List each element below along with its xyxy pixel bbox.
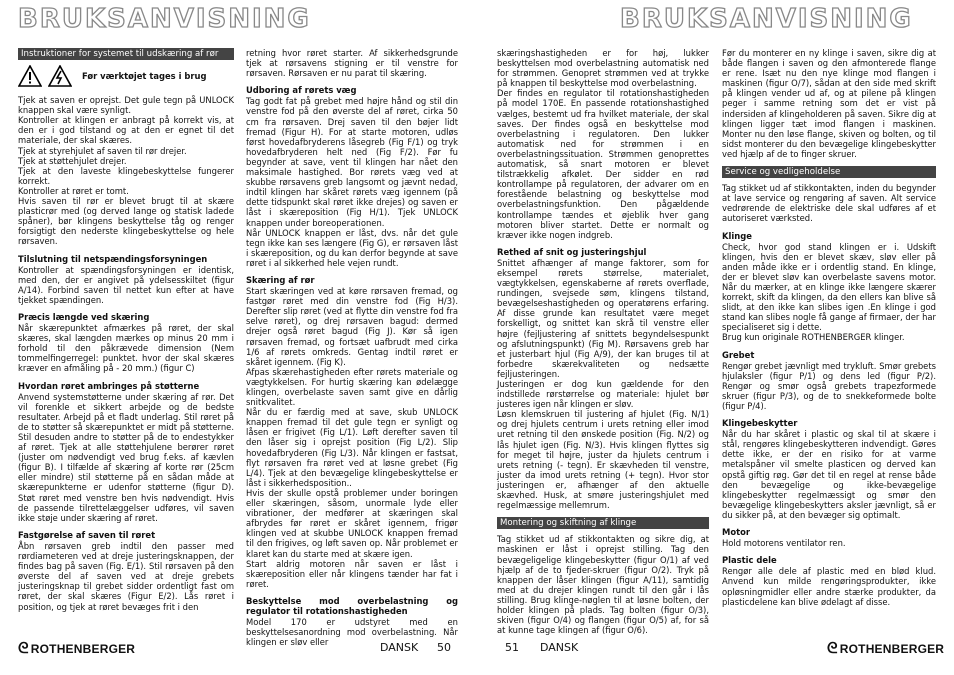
section-band-instructions: Instruktioner for systemet til udskæring af rør [18, 48, 234, 60]
heading: Fastgørelse af saven til røret [18, 529, 156, 540]
heading: Plastic dele [722, 555, 777, 566]
paragraph: Start skæringen ved at køre rørsaven fremad, og fastgør røret med din venstre fod (Fig H/3). Derefter slip røret (ved at flytte din venstre fod fra selve røret), og drej rørsaven bagud: dermed drejer også røret bagud (Fig J). Kør så igen rørsaven fremad, og fortsæt uafbrudt med cirka 1/6 af rørets omkreds. Gentag indtil røret er skåret igennem. (Fig K). Afpas skærehastigheden efter rørets materiale og vægtykkelsen. For hurtig skæring kan ødelægge klingen, overbelaste saven samt give en dårlig snitkvalitet. Når du er færdig med at save, skub UNLOCK knappen fremad til det gule tegn er synligt og låsen er frigivet (Fig L/1). Løft derefter saven til den låser sig i oprejst position (Fig L/2). Slip hovedafbryderen (Fig L/3). Når klingen er fastsat, flyt rørsaven fra røret ved at løsne grebet (Fig L/4). Tjek at den bevægelige klingebeskyttelse er låst i sikkerhedsposition.. Hvis der skulle opstå problemer under boringen eller skæringen, såsom, unormale lyde eller vibrationer, der medfører at skæringen skal afbrydes før røret er skåret igennem, frigør klingen ved at skubbe UNLOCK knappen fremad til den frigives, og løft saven op. Når problemet er klaret kan du starte med at skære igen. Start aldrig motoren når saven er låst i skæreposition eller når klingens tænder har fat i røret. [246, 286, 458, 589]
heading: Præcis længde ved skæring [18, 311, 150, 322]
paragraph: retning hvor røret starter. Af sikkerhedsgrunde tjek at rørsavens stigning er til venstre for rørsaven. Rørsaven er nu parat til skæring. [246, 48, 458, 79]
paragraph: Model 170 er udstyret med en beskyttelsesanordning mod overbelastning. Når klingen er sløv eller [246, 617, 458, 648]
heading: Skæring af rør [246, 274, 315, 285]
paragraph: Når skærepunktet afmærkes på røret, der skal skæres, skal længden mærkes op minus 20 mm i forhold til den påkrævede dimension (Nem tommelfingerregel: punktet. hvor der skal skæres kræver en afmåling på - 20 mm.) (figur C) [18, 323, 234, 374]
paragraph: Snittet afhænger af mange faktorer, som for eksempel rørets størrelse, materialet, vægtykkelsen, egenskaberne af rørets overflade, rundingen, svejsede søm, klingens tilstand, bevægelseshastigheden og operatørens erfaring. Af disse grunde kan resultatet være meget forskelligt, og snittet kan skrå til venstre eller højre (fejljustering af snittets begyndelsespunkt og afslutningspunkt) (Fig M). Rørsavens greb har et justerbart hjul (Fig A/9), der kan bruges til at forbedre skærekvaliteten og nedsætte fejljusteringen. Justeringen er dog kun gældende for den indstillede rørstørrelse og materiale: hjulet bør justeres igen når klingen er sløv. Løsn klemskruen til justering af hjulet (Fig. N/1) og drej hjulets centrum i urets retning eller imod uret retning til den ønskede position (Fig. N/2) og lås hjulet igen (Fig. N/3). Hvis klingen flyttes sig for meget til højre, juster da hjulets centrum i urets retning (- tegn). Er skævheden til venstre, juster da imod urets retning (+ tegn). Hvor stor justeringen er, afhænger af den aktuelle skævhed. Husk, at smøre justeringshjulet med regelmæssige mellemrum. [497, 257, 709, 511]
paragraph: Når du har skåret i plastic og skal til at skære i stål, rengøres klingebeskytteren indvendigt. Gøres dette ikke, er der en risiko for at varme metalspåner vil smelte plasticen og derved kan opstå giftig røg. Gør det til en regel at rense både den bevægelige og ikke-bevægelige klingebeskytter regelmæssigt og smør den bevægelige klingebeskytters aksler jævnligt, så er du sikker på, at den bevæger sig optimalt. [722, 429, 936, 520]
warning-row [18, 65, 234, 87]
footer-lang-right: DANSK [540, 641, 579, 654]
heading: Beskyttelse mod overbelastning og regulator til rotationshastigheden [246, 595, 458, 616]
heading: Klingebeskytter [722, 418, 798, 429]
paragraph: skæringshastigheden er for høj, lukker beskyttelsen mod overbelastning automatisk ned for strømmen. Genopret strømmen ved at trykke på knappen til beskyttelse mod overbelastning. Der findes en regulator til rotationshastigheden på model 170E. En passende rotationshastighed vælges, bestemt ud fra hvilket materiale, der skal saves. Der findes også en beskyttelse mod overbelastning i regulatoren. Den lukker automatisk ned for strømmen i en overbelastningssituation. Strømmen genoprettes automatisk, så snart motoren er blevet tilstrækkelig afkølet. Der sidder en rød kontrollampe på regulatoren, der advarer om en forestående belastning og beskyttelse mod overbelastningsfunktion. Den pågældende kontrollampe tændes et øjeblik hver gang motoren bliver startet. Dette er normalt og kræver ikke nogen indgreb. [497, 48, 709, 240]
heading: Tilslutning til netspændingsforsyningen [18, 253, 208, 264]
page-number-right: 51 [505, 641, 519, 654]
paragraph: Check, hvor god stand klingen er i. Udskift klingen, hvis den er blevet skæv, sløv eller på anden måde ikke er i ordentlig stand. En klinge, der er blevet sløv kan overbelaste savens motor. Når du mærker, at en klinge ikke længere skærer korrekt, skift da klingen, da den ellers kan blive så slidt, at den ikke kan slibes igen .En klinge i god stand kan slibes nogle få gange af firmaer, der har specialiseret sig i dette. Brug kun originale ROTHENBERGER klinger. [722, 241, 936, 343]
paragraph: Tag stikket ud af stikkontakten og sikre dig, at maskinen er låst i oprejst stilling. Tag den bevægeligelige klingebeskytter (figur O/1) af ved hjælp af de to fjeder-skruer (figur O/2). Tryk på knappen der låser klingen (figur A/11), samtidig med at du drejer klingen rundt til den går i lås stilling. Brug klinge-nøglen til at løsne bolten, der holder klingen på plads. Tag bolten (figur O/3), skiven (figur O/4) og flangen (figur O/5) af, for så at kunne tage klingen af (figur O/6). [497, 534, 709, 636]
column-3 [497, 48, 709, 642]
rothenberger-mark-icon: ᘓ [827, 640, 838, 657]
paragraph: Åbn rørsaven greb indtil den passer med rørdiameteren ved at dreje justeringsknappen, der findes bag på saven (Fig. E/1). Stil rørsaven på den øverste del af saven ved at dreje grebets justeringsknap til grebet sidder ordentligt fast om røret, der skal skæres (Figur E/2). Lås røret i position, og tjek at røret bevæges frit i den [18, 540, 234, 612]
paragraph: Rengør grebet jævnligt med trykluft. Smør grebets hjulaksler (figur P/1) og dens led (figur P/2). Rengør og smør også grebets trapezformede skruer (figur P/3), og de to snekkeformede bolte (figur P/4). [722, 360, 936, 411]
column-2 [246, 48, 458, 654]
paragraph: Rengør alle dele af plastic med en blød klud. Anvend kun milde rengøringsprodukter, ikke opløsningmidler eller andre stærke produkter, da plasticdelene kan blive ødelagt af disse. [722, 566, 936, 607]
footer-lang-left: DANSK [380, 641, 419, 654]
paragraph: Tag godt fat på grebet med højre hånd og stil din venstre fod på den øverste del af røret, cirka 50 cm fra rørsaven. Drej saven til den bøjer lidt fremad (Figur H). For at starte motoren, udløs først hovedafbryderens låsegreb (Fig F/1) og tryk hovedafbryderen helt ned (Fig F/2). Før fu begynder at save, vent til klingen har nået den maksimale hastighed. Bor rørets væg ved at skubbe rørsavens greb langsomt og jævnt nedad, indtil klingen har skåret rørets væg igennem (på dette tidspunkt skal røret ikke drejes) og saven er låst i skæreposition (Fig H/1). Tjek UNLOCK knappen under boreoperationen. Når UNLOCK knappen er låst, dvs. når det gule tegn ikke kan ses længere (Fig G), er rørsaven låst i skæreposition, og du kan derfor begynde at save røret i al sikkerhed hele vejen rundt. [246, 96, 458, 268]
paragraph: Hold motorens ventilator ren. [722, 538, 846, 549]
section-band-blade: Montering og skiftning af klinge [497, 517, 709, 529]
column-1 [18, 48, 234, 619]
warning-triangle-icon [18, 65, 42, 87]
heading: Motor [722, 527, 750, 538]
brand-name: ROTHENBERGER [839, 641, 945, 656]
heading: Udboring af rørets væg [246, 85, 357, 96]
heading: Grebet [722, 349, 755, 360]
heading: Hvordan røret ambringes på støtterne [18, 380, 200, 391]
warning-label: Før værktøjet tages i brug [82, 71, 207, 82]
page-number-left: 50 [437, 641, 451, 654]
heading: Rethed af snit og justeringshjul [497, 246, 647, 257]
heading: Klinge [722, 230, 752, 241]
column-4 [722, 48, 936, 614]
paragraph: Anvend systemstøtterne under skæring af rør. Det vil forenkle et sikkert arbejde og de bedste resultater. Arbejd på et fladt underlag. Stil røret på de to støtter så skærepunktet er midt på støtterne. Stil desuden andre to støtter på de to endestykker af røret. Tjek at alle støttehjulene berører røret (juster om nødvendigt ved brug f.eks. af kævlen (figur B). I tilfælde af skæring af korte rør (25cm eller mindre) stil støtterne på en sådan måde at skærepunkterne er udenfor støtterne (figur D). Støt røret med venstre ben hvis nødvendigt. Hvis de passende tilrettelæggelser udføres, vil saven ikke støje under skæring af røret. [18, 391, 234, 523]
paragraph: Tjek at saven er oprejst. Det gule tegn på UNLOCK knappen skal være synligt. Kontroller at klingen er anbragt på korrekt vis, at den er i god tilstand og at den er egnet til det materiale, der skal skæres. Tjek at styrehjulet af saven til rør drejer. Tjek at støttehjulet drejer. Tjek at den laveste klingebeskyttelse fungerer korrekt. Kontroller at røret er tomt. Hvis saven til rør er blevet brugt til at skære plasticrør med (og derved lange og statisk ladede spåner), bør klingens beskyttelse tåg og renger forsigtigt den nederste klingebeskyttelse og hele rørsaven. [18, 95, 234, 247]
paragraph: Før du monterer en ny klinge i saven, sikre dig at både flangen i saven og den afmonterede flange er rene. Isæt nu den nye klinge mod flangen i maskinen (figur O/7), sådan at den side med skrift på klingen vender ud af, og at pilene på klingen peger i samme retning som det er vist på indersiden af klingeholderen på saven. Sikre dig at klingen ligger tæt imod flangen i maskinen. Monter nu den løse flange, skiven og bolten, og til sidst monterer du den bevægelige klingebeskytter ved hjælp af de to finger skruer. [722, 48, 936, 159]
section-band-service: Service og vedligeholdelse [722, 166, 936, 178]
page-title-left: BRUKSANVISNING [18, 4, 311, 34]
brand-logo-left [18, 640, 135, 657]
electric-hazard-icon [48, 65, 72, 87]
brand-name: ROTHENBERGER [30, 641, 136, 656]
brand-logo-right [827, 640, 944, 657]
paragraph: Kontroller at spændingsforsyningen er identisk, med den, der er angivet på ydelsesskiltet (figur A/14). Forbind saven til nettet kun efter at have tjekket spændingen. [18, 264, 234, 305]
paragraph: Tag stikket ud af stikkontakten, inden du begynder at lave service og rengøring af saven. Alt service vedrørende de elektriske dele skal udføres af et autoriseret værksted. [722, 183, 936, 224]
page-title-right: BRUKSANVISNING [620, 4, 913, 34]
rothenberger-mark-icon: ᘓ [18, 640, 29, 657]
